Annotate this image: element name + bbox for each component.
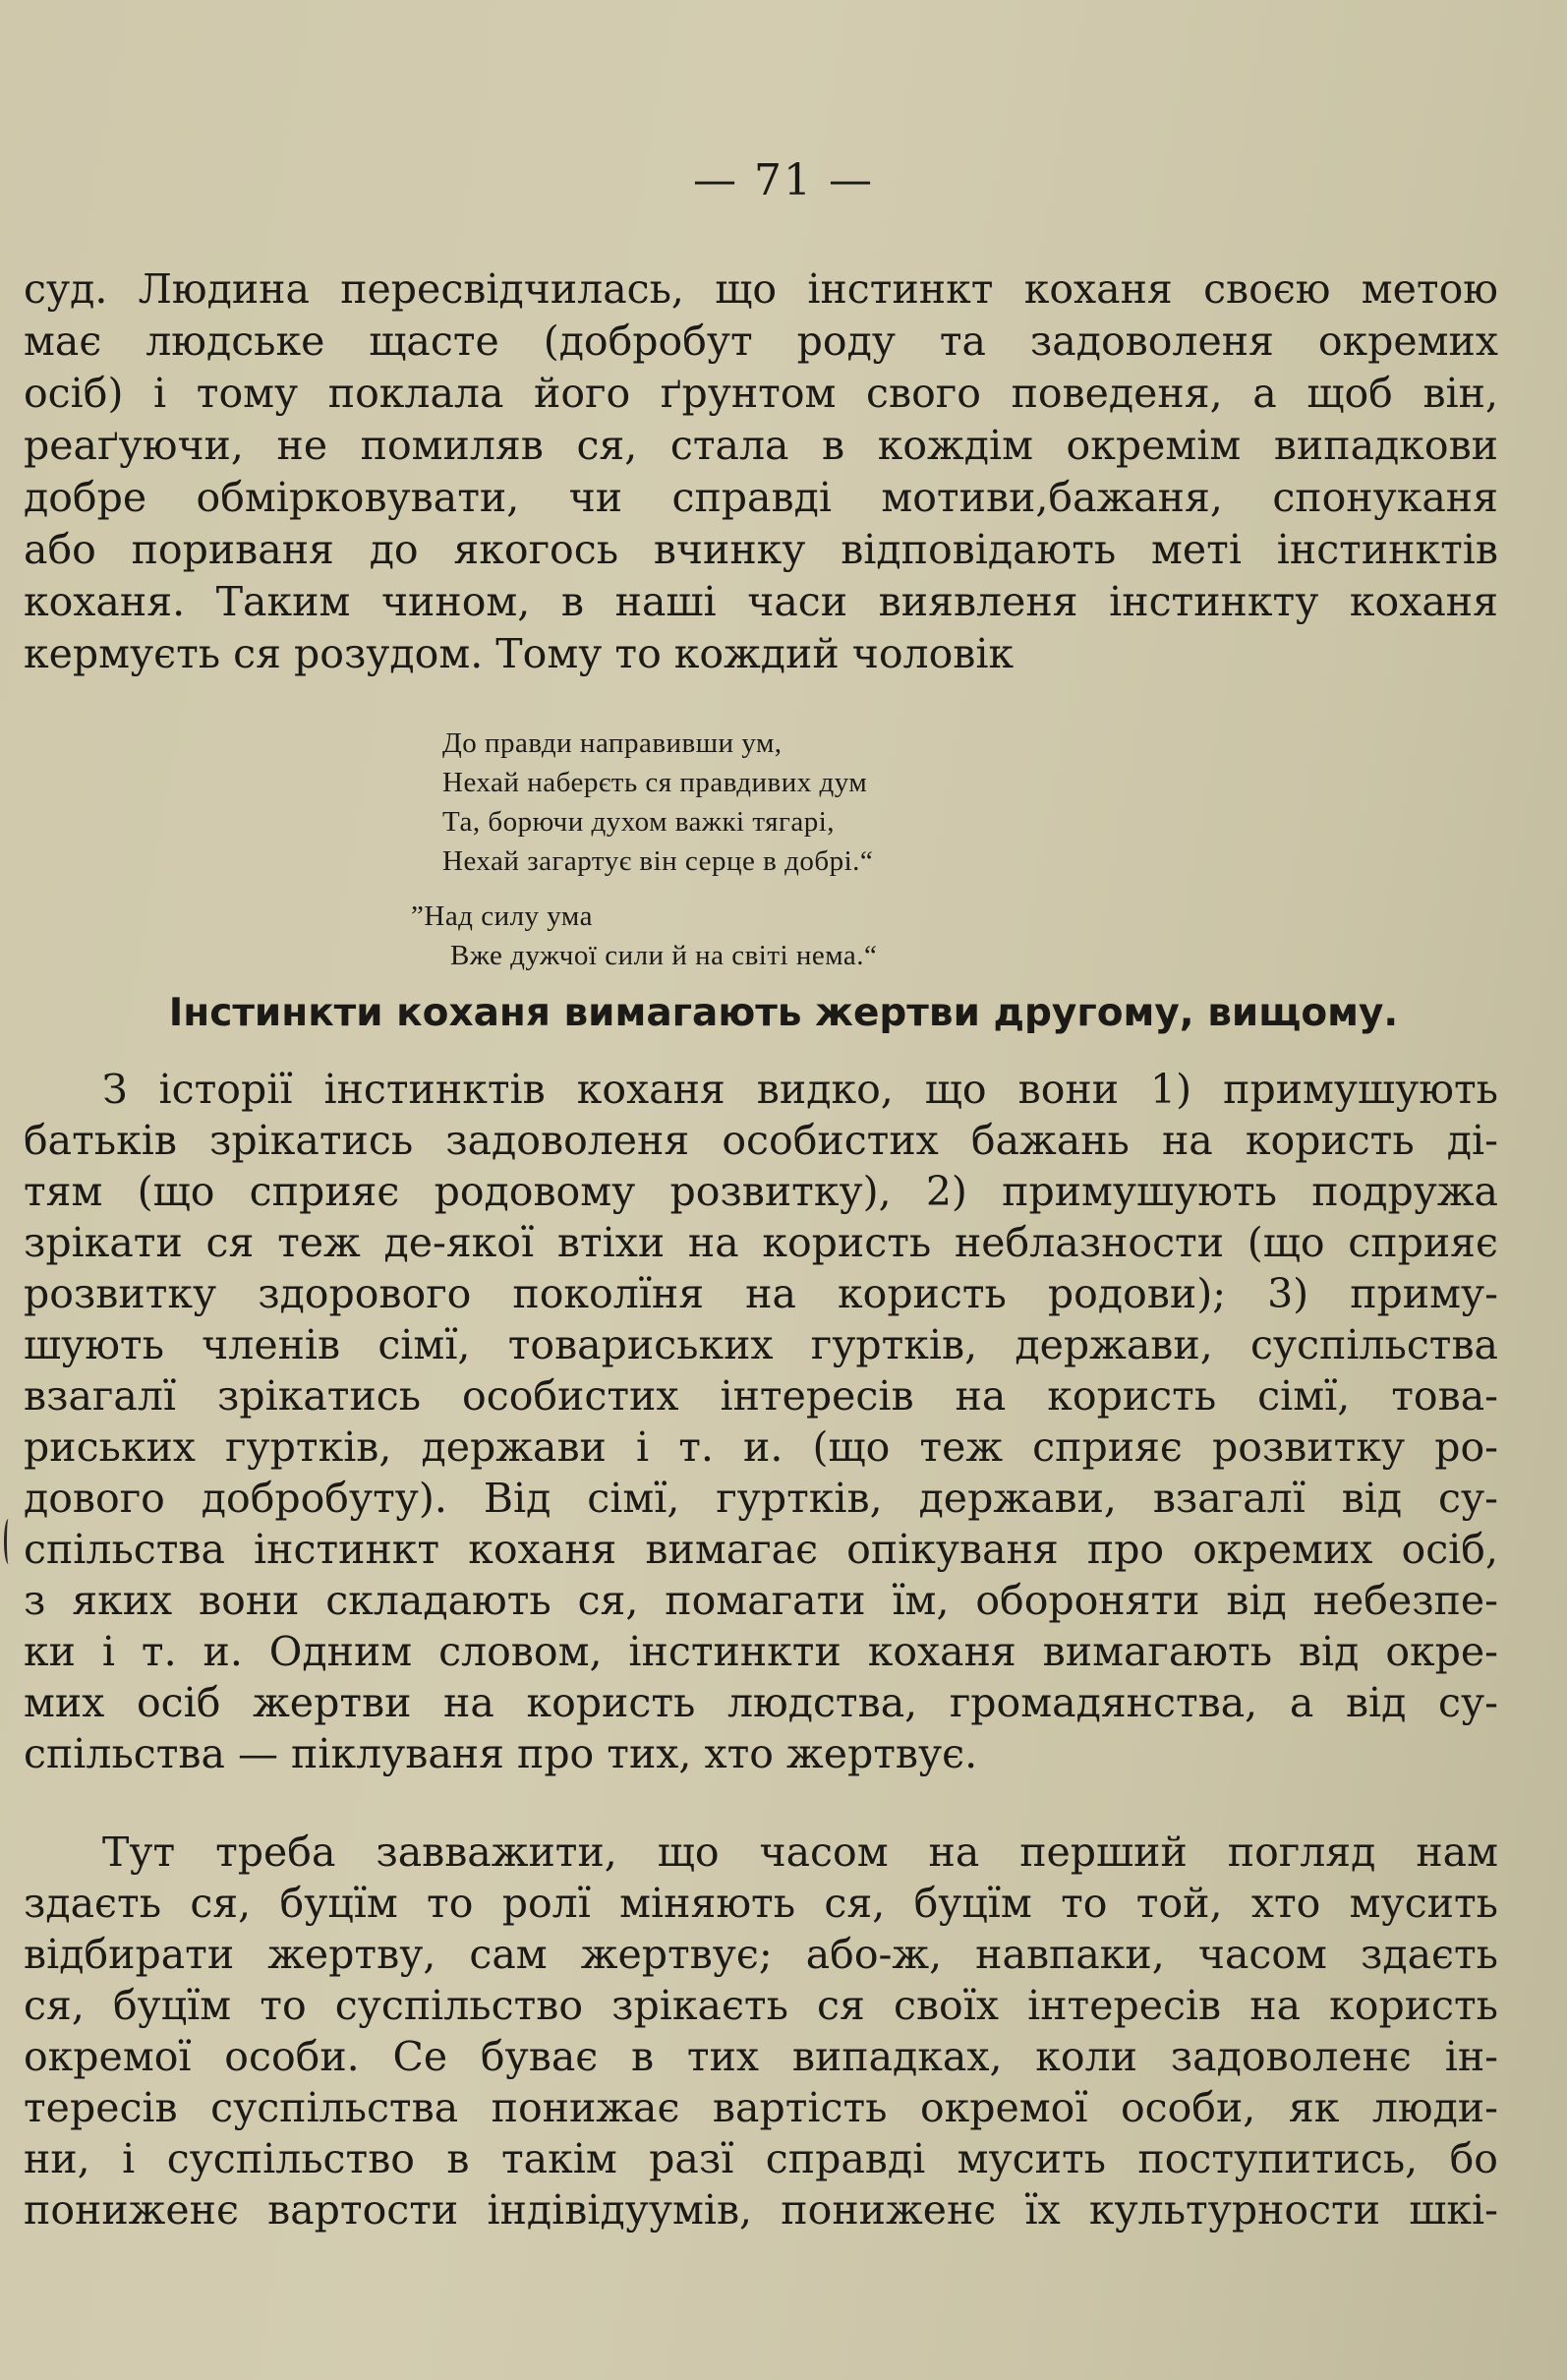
text-line: зрікати ся теж де-якої втіхи на користь неблазности (що сприяє bbox=[24, 1219, 1498, 1266]
text-line: коханя. Таким чином, в наші часи виявленя інстинкту коханя bbox=[24, 578, 1498, 625]
text-line: або пориваня до якогось вчинку відповідають меті інстинктів bbox=[24, 526, 1498, 573]
verse-line: Вже дужчої сили й на світі нема.“ bbox=[450, 940, 878, 971]
text-line: мих осіб жертви на користь людства, громадянства, а від су- bbox=[24, 1679, 1498, 1726]
text-line: кермуєть ся розудом. Тому то кождий чоловік bbox=[24, 630, 1015, 677]
text-line: риських гуртків, держави і т. и. (що теж сприяє розвитку ро- bbox=[24, 1423, 1498, 1471]
text-line: ся, буцїм то суспільство зрікаєть ся своїх інтересів на користь bbox=[24, 1982, 1498, 2029]
body-paragraph-1 bbox=[24, 1064, 1498, 1779]
body-paragraph-2 bbox=[24, 1827, 1498, 2235]
text-line: дового добробуту). Від сімї, гуртків, держави, взагалї від су- bbox=[24, 1475, 1498, 1522]
text-line: Тут треба завважити, що часом на перший погляд нам bbox=[102, 1829, 1498, 1876]
text-line: суд. Людина пересвідчилась, що інстинкт коханя своєю метою bbox=[24, 265, 1498, 313]
text-line: тям (що сприяє родовому розвитку), 2) примушують подружа bbox=[24, 1168, 1498, 1215]
margin-pencil-mark bbox=[4, 1519, 13, 1564]
text-line: взагалї зрікатись особистих інтересів на користь сімї, това- bbox=[24, 1372, 1498, 1420]
text-line: шують членів сімї, товариських гуртків, держави, суспільства bbox=[24, 1321, 1498, 1368]
text-line: з яких вони складають ся, помагати їм, обороняти від небезпе- bbox=[24, 1577, 1498, 1624]
text-line: ни, і суспільство в такім разї справді мусить поступитись, бо bbox=[24, 2135, 1498, 2182]
text-line: реаґуючи, не помиляв ся, стала в кождім окремім випадкови bbox=[24, 422, 1498, 469]
verse-line: Нехай наберєть ся правдивих дум bbox=[442, 767, 868, 798]
text-line: батьків зрікатись задоволеня особистих бажань на користь ді- bbox=[24, 1117, 1498, 1164]
text-line: пониженє вартости індівідуумів, пониженє їх культурности шкі- bbox=[24, 2186, 1498, 2234]
text-line: розвитку здорового поколїня на користь родови); 3) приму- bbox=[24, 1270, 1498, 1317]
verse-quote-1 bbox=[442, 724, 873, 881]
text-line: осіб) і тому поклала його ґрунтом свого поведеня, а щоб він, bbox=[24, 370, 1498, 417]
verse-line: Нехай загартує він серце в добрі.“ bbox=[442, 845, 874, 877]
page-number: — 71 — bbox=[693, 155, 874, 205]
text-line: спільства — піклуваня про тих, хто жертвує. bbox=[24, 1730, 978, 1777]
verse-line: Та, борючи духом важкі тягарі, bbox=[442, 806, 836, 838]
verse-line: До правди направивши ум, bbox=[442, 727, 783, 759]
text-line: окремої особи. Се буває в тих випадках, коли задоволенє ін- bbox=[24, 2033, 1498, 2080]
text-line: спільства інстинкт коханя вимагає опікуваня про окремих осіб, bbox=[24, 1526, 1498, 1573]
text-line: добре обмірковувати, чи справді мотиви,бажаня, спонуканя bbox=[24, 474, 1498, 521]
text-line: тересів суспільства понижає вартість окремої особи, як люди- bbox=[24, 2084, 1498, 2131]
text-line: здаєть ся, буцїм то ролї міняють ся, буцїм то той, хто мусить bbox=[24, 1880, 1498, 1927]
text-line: З історії інстинктів коханя видко, що вони 1) примушують bbox=[102, 1066, 1498, 1113]
section-heading: Інстинкти коханя вимагають жертви другому, вищому. bbox=[168, 991, 1399, 1035]
verse-quote-2 bbox=[411, 897, 877, 975]
verse-line: ”Над силу ума bbox=[411, 900, 593, 932]
intro-paragraph bbox=[24, 263, 1498, 680]
text-line: відбирати жертву, сам жертвує; або-ж, навпаки, часом здаєть bbox=[24, 1931, 1498, 1978]
text-line: ки і т. и. Одним словом, інстинкти коханя вимагають від окре- bbox=[24, 1628, 1498, 1675]
text-line: має людське щасте (добробут роду та задоволеня окремих bbox=[24, 318, 1498, 365]
